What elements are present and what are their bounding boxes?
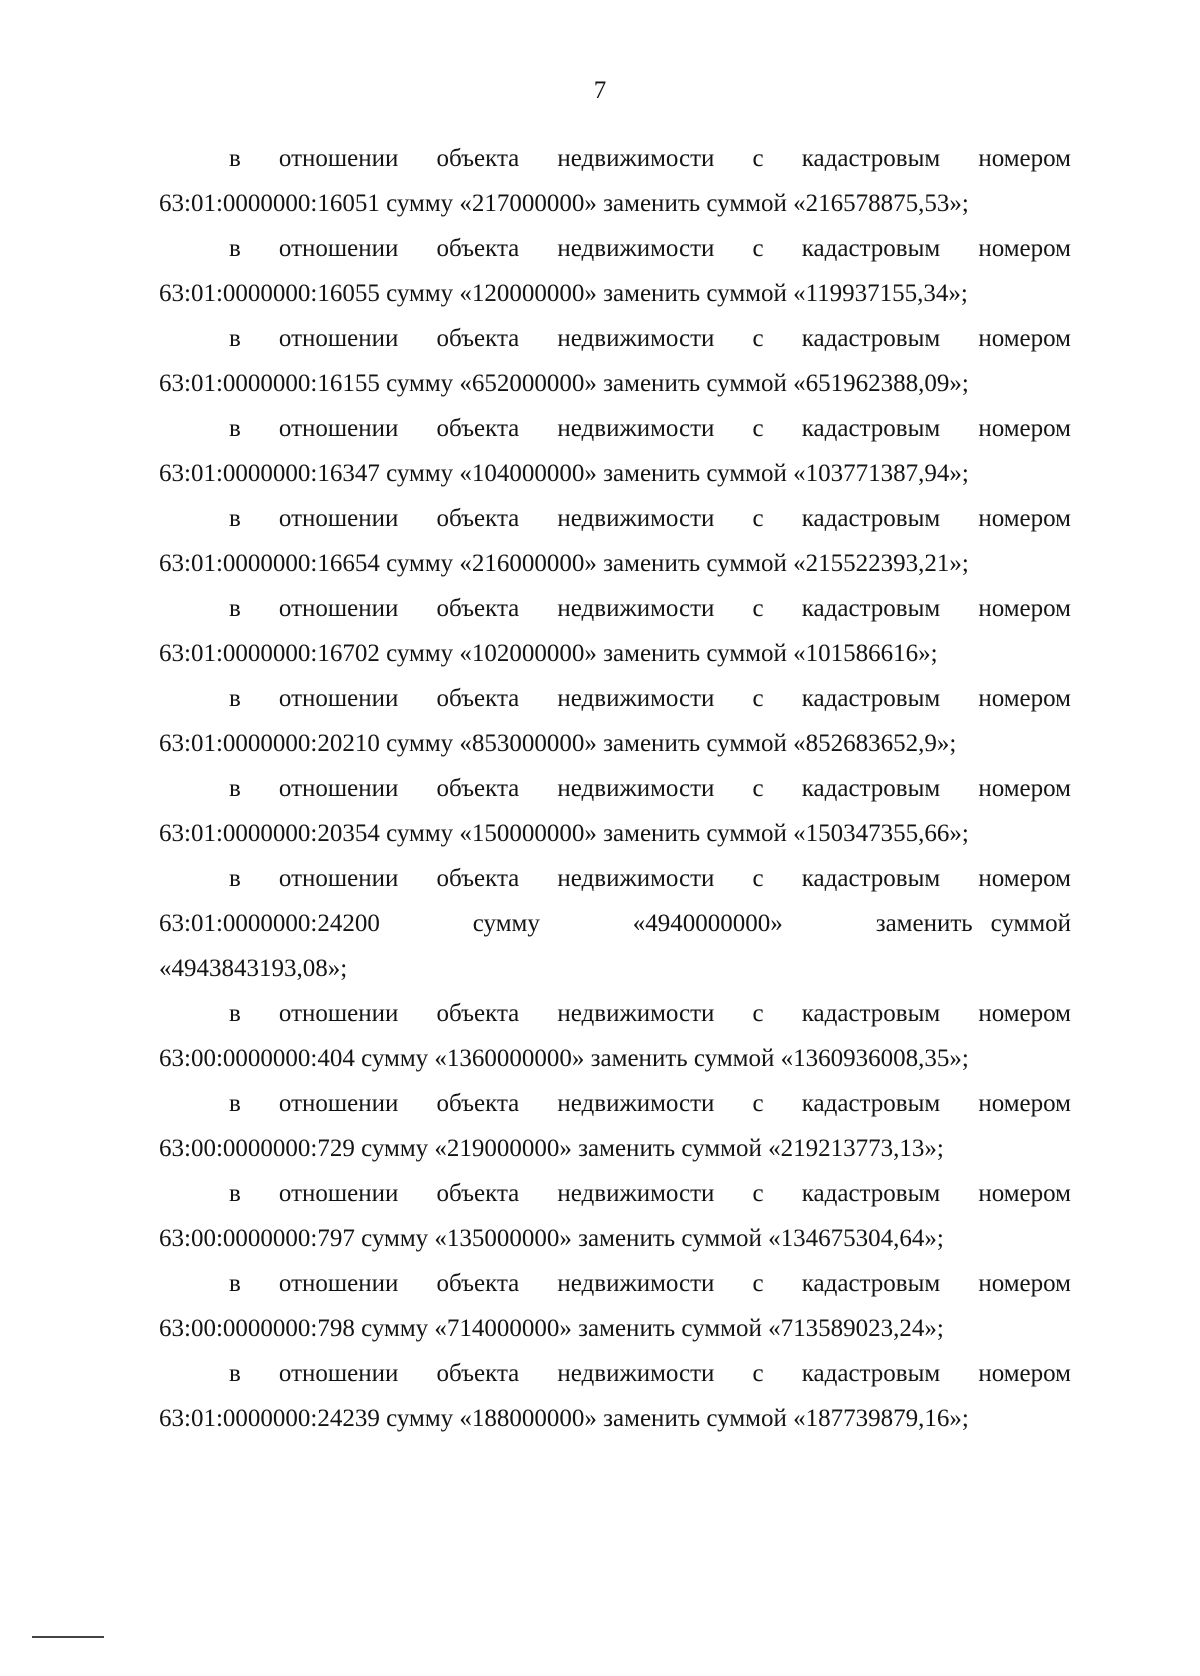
clause-word: сумму bbox=[472, 910, 540, 937]
amendment-clause bbox=[159, 406, 1071, 496]
clause-word: заменить суммой bbox=[603, 820, 787, 847]
new-amount: «215522393,21»; bbox=[793, 550, 969, 577]
page-number: 7 bbox=[593, 77, 607, 104]
clause-lead: в отношении объекта недвижимости с кадастровым номером bbox=[229, 865, 1071, 892]
cadastral-number: 63:01:0000000:16051 bbox=[159, 190, 380, 217]
old-amount: «104000000» bbox=[459, 460, 597, 487]
new-amount: «101586616»; bbox=[793, 640, 938, 667]
clause-lead: в отношении объекта недвижимости с кадастровым номером bbox=[229, 1360, 1071, 1387]
clause-word: заменить суммой bbox=[603, 280, 787, 307]
clause-word: заменить суммой bbox=[590, 1045, 775, 1072]
clause-word: сумму bbox=[361, 1315, 429, 1342]
cadastral-number: 63:00:0000000:729 bbox=[159, 1135, 355, 1162]
clause-lead: в отношении объекта недвижимости с кадастровым номером bbox=[229, 595, 1071, 622]
clause-middle-line bbox=[159, 910, 1071, 937]
amendment-clause bbox=[159, 226, 1071, 316]
clause-lead: в отношении объекта недвижимости с кадастровым номером bbox=[229, 145, 1071, 172]
clause-word: заменить суммой bbox=[875, 910, 1072, 937]
clause-word: сумму bbox=[361, 1045, 429, 1072]
amendment-clause bbox=[159, 1081, 1071, 1171]
new-amount: «216578875,53»; bbox=[793, 190, 969, 217]
clause-word: сумму bbox=[361, 1225, 429, 1252]
new-amount: «103771387,94»; bbox=[793, 460, 969, 487]
cadastral-number: 63:00:0000000:798 bbox=[159, 1315, 355, 1342]
clause-word: заменить суммой bbox=[603, 460, 787, 487]
old-amount: «150000000» bbox=[459, 820, 597, 847]
cadastral-number: 63:01:0000000:16702 bbox=[159, 640, 380, 667]
clause-lead: в отношении объекта недвижимости с кадастровым номером bbox=[229, 775, 1071, 802]
amendment-clause bbox=[159, 1351, 1071, 1441]
new-amount: «119937155,34»; bbox=[793, 280, 968, 307]
clause-lead: в отношении объекта недвижимости с кадастровым номером bbox=[229, 505, 1071, 532]
amendment-clause bbox=[159, 766, 1071, 856]
old-amount: «188000000» bbox=[459, 1405, 597, 1432]
cadastral-number: 63:01:0000000:16055 bbox=[159, 280, 380, 307]
amendment-clause bbox=[159, 1171, 1071, 1261]
cadastral-number: 63:01:0000000:24239 bbox=[159, 1405, 380, 1432]
amendment-clause bbox=[159, 316, 1071, 406]
amendment-clause bbox=[159, 1261, 1071, 1351]
clause-lead: в отношении объекта недвижимости с кадастровым номером bbox=[229, 325, 1071, 352]
clause-word: заменить суммой bbox=[603, 190, 787, 217]
new-amount: «852683652,9»; bbox=[793, 730, 957, 757]
old-amount: «120000000» bbox=[459, 280, 597, 307]
clause-word: заменить суммой bbox=[603, 640, 787, 667]
clause-word: сумму bbox=[386, 190, 454, 217]
cadastral-number: 63:01:0000000:20210 bbox=[159, 730, 380, 757]
clause-word: сумму bbox=[386, 640, 454, 667]
clause-word: заменить суммой bbox=[603, 730, 787, 757]
footer-rule bbox=[32, 1636, 104, 1638]
new-amount: «1360936008,35»; bbox=[780, 1045, 969, 1072]
cadastral-number: 63:01:0000000:16654 bbox=[159, 550, 380, 577]
cadastral-number: 63:01:0000000:24200 bbox=[159, 910, 380, 937]
amendment-clause bbox=[159, 496, 1071, 586]
cadastral-number: 63:01:0000000:16347 bbox=[159, 460, 380, 487]
clause-word: заменить суммой bbox=[603, 1405, 787, 1432]
old-amount: «102000000» bbox=[459, 640, 597, 667]
old-amount: «714000000» bbox=[434, 1315, 572, 1342]
old-amount: «1360000000» bbox=[434, 1045, 585, 1072]
clause-word: сумму bbox=[386, 820, 454, 847]
new-amount: «219213773,13»; bbox=[768, 1135, 944, 1162]
new-amount: «134675304,64»; bbox=[768, 1225, 944, 1252]
clause-lead: в отношении объекта недвижимости с кадастровым номером bbox=[229, 415, 1071, 442]
amendment-clause bbox=[159, 991, 1071, 1081]
new-amount: «187739879,16»; bbox=[793, 1405, 969, 1432]
new-amount: «713589023,24»; bbox=[768, 1315, 944, 1342]
old-amount: «217000000» bbox=[459, 190, 597, 217]
amendment-list bbox=[159, 136, 1071, 1441]
old-amount: «135000000» bbox=[434, 1225, 572, 1252]
clause-word: заменить суммой bbox=[603, 550, 787, 577]
clause-word: сумму bbox=[386, 1405, 454, 1432]
cadastral-number: 63:00:0000000:404 bbox=[159, 1045, 355, 1072]
amendment-clause bbox=[159, 856, 1071, 991]
clause-word: сумму bbox=[386, 280, 454, 307]
amendment-clause bbox=[159, 136, 1071, 226]
old-amount: «219000000» bbox=[434, 1135, 572, 1162]
clause-word: заменить суммой bbox=[578, 1315, 762, 1342]
clause-lead: в отношении объекта недвижимости с кадастровым номером bbox=[229, 685, 1071, 712]
clause-word: заменить суммой bbox=[603, 370, 787, 397]
clause-word: заменить суммой bbox=[578, 1225, 762, 1252]
new-amount: «150347355,66»; bbox=[793, 820, 969, 847]
cadastral-number: 63:01:0000000:20354 bbox=[159, 820, 380, 847]
amendment-clause bbox=[159, 586, 1071, 676]
clause-word: сумму bbox=[386, 730, 454, 757]
old-amount: «216000000» bbox=[459, 550, 597, 577]
clause-lead: в отношении объекта недвижимости с кадастровым номером bbox=[229, 235, 1071, 262]
clause-word: сумму bbox=[386, 550, 454, 577]
clause-word: сумму bbox=[386, 460, 454, 487]
cadastral-number: 63:00:0000000:797 bbox=[159, 1225, 355, 1252]
new-amount: «651962388,09»; bbox=[793, 370, 969, 397]
cadastral-number: 63:01:0000000:16155 bbox=[159, 370, 380, 397]
old-amount: «652000000» bbox=[459, 370, 597, 397]
clause-word: заменить суммой bbox=[578, 1135, 762, 1162]
new-amount: «4943843193,08»; bbox=[159, 955, 348, 982]
old-amount: «853000000» bbox=[459, 730, 597, 757]
clause-lead: в отношении объекта недвижимости с кадастровым номером bbox=[229, 1180, 1071, 1207]
clause-lead: в отношении объекта недвижимости с кадастровым номером bbox=[229, 1000, 1071, 1027]
clause-lead: в отношении объекта недвижимости с кадастровым номером bbox=[229, 1270, 1071, 1297]
amendment-clause bbox=[159, 676, 1071, 766]
clause-word: сумму bbox=[386, 370, 454, 397]
clause-word: сумму bbox=[361, 1135, 429, 1162]
clause-lead: в отношении объекта недвижимости с кадастровым номером bbox=[229, 1090, 1071, 1117]
old-amount: «4940000000» bbox=[632, 910, 783, 937]
